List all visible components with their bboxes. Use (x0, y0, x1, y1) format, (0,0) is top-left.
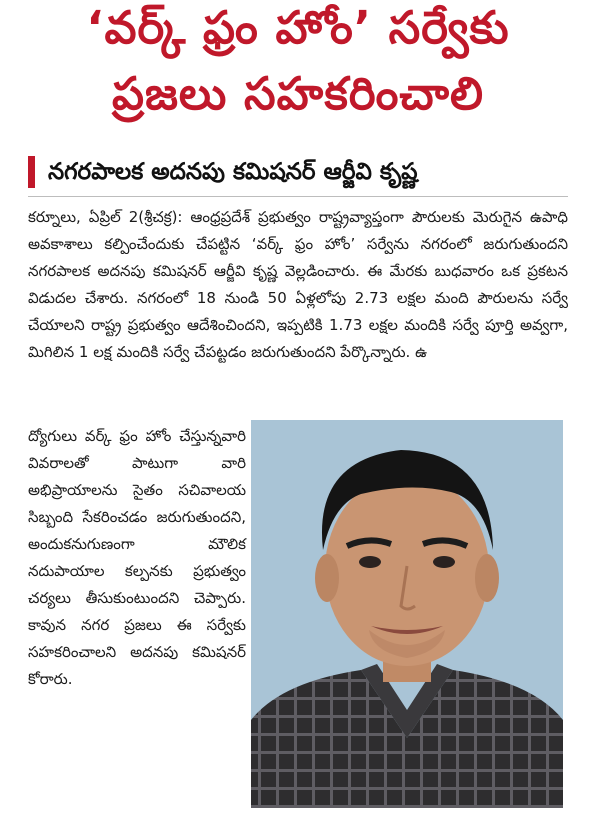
subheadline-block (28, 150, 568, 194)
subheadline: నగరపాలక అదనపు కమిషనర్ ఆర్జీవి కృష్ణ (48, 159, 418, 185)
divider (28, 196, 568, 197)
portrait-photo (251, 420, 563, 808)
headline-line-2: ప్రజలు సహకరించాలి (111, 67, 485, 120)
headline-line-1: ‘వర్క్ ఫ్రం హోం’ సర్వేకు (86, 1, 510, 54)
article-paragraph-top: కర్నూలు, ఏప్రిల్ 2(శ్రీచక్ర): ఆంధ్రప్రదేశ్ ప్రభుత్వం రాష్ట్రవ్యాప్తంగా పౌరులకు మెరుగైన ఉపాధి అవకాశాలు కల్పించేందుకు చేపట్టిన ‘వర్క్ ఫ్రం హోం’ సర్వేను నగరంలో జరుగుతుందని నగరపాలక అదనపు కమిషనర్ ఆర్జీవి కృష్ణ వెల్లడించారు. ఈ మేరకు బుధవారం ఒక ప్రకటన విడుదల చేశారు. నగరంలో 18 నుండి 50 ఏళ్లలోపు 2.73 లక్షల మంది పౌరులను సర్వే చేయాలని రాష్ట్ర ప్రభుత్వం ఆదేశించిందని, ఇప్పటికి 1.73 లక్షల మందికి సర్వే పూర్తి అవ్వగా, మిగిలిన 1 లక్ష మందికి సర్వే చేపట్టడం జరుగుతుందని పేర్కొన్నారు. ఉ (28, 208, 568, 361)
article-paragraph-column: ద్యోగులు వర్క్ ఫ్రం హోం చేస్తున్నవారి వివరాలతో పాటుగా వారి అభిప్రాయాలను సైతం సచివాలయ సిబ్బంది సేకరించడం జరుగుతుందని, అందుకనుగుణంగా మౌలిక నదుపాయాల కల్పనకు ప్రభుత్వం చర్యలు తీసుకుంటుందని చెప్పారు. కావున నగర ప్రజలు ఈ సర్వేకు సహకరించాలని అదనపు కమిషనర్ కోరారు. (28, 427, 246, 688)
subheadline-accent-bar (28, 156, 35, 188)
